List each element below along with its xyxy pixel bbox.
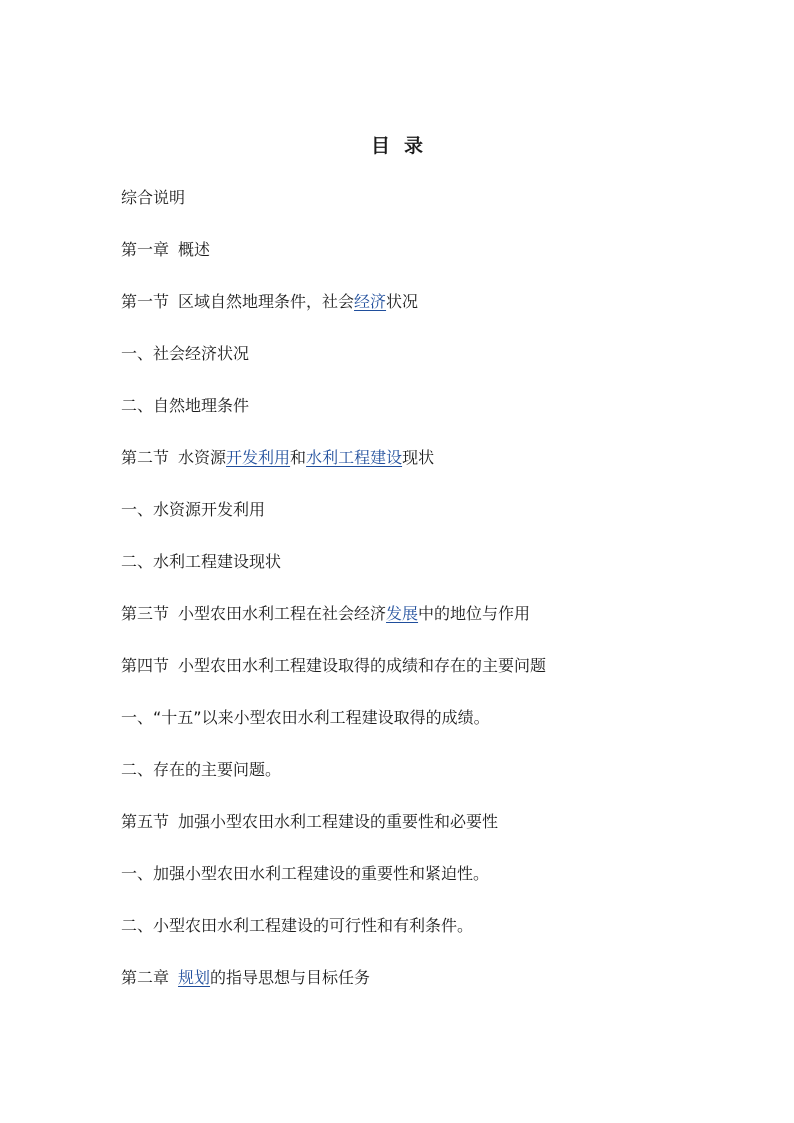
entry-text: 第四节 <box>121 656 170 675</box>
toc-entry <box>121 913 546 965</box>
entry-text: 一、社会经济状况 <box>121 344 250 363</box>
toc-entry <box>121 965 546 1017</box>
hyperlink[interactable]: 开发利用 <box>226 448 291 467</box>
hyperlink[interactable]: 水利工程建设 <box>306 448 403 467</box>
toc-entry <box>121 185 546 237</box>
entry-text: 区域自然地理条件，社会 <box>178 292 355 311</box>
entry-text: 第三节 <box>121 604 170 623</box>
toc-entry <box>121 341 546 393</box>
entry-text: 和 <box>290 448 307 467</box>
toc-entry <box>121 653 546 705</box>
entry-text: 第一章 <box>121 240 170 259</box>
hyperlink[interactable]: 经济 <box>354 292 387 311</box>
toc-entry <box>121 497 546 549</box>
entry-text: 第五节 <box>121 812 170 831</box>
toc-entry <box>121 289 546 341</box>
entry-text: 二、水利工程建设现状 <box>121 552 282 571</box>
entry-text: 一、加强小型农田水利工程建设的重要性和紧迫性。 <box>121 864 490 883</box>
toc-entry <box>121 237 546 289</box>
entry-text: 水资源 <box>178 448 227 467</box>
entry-text: 现状 <box>402 448 435 467</box>
entry-text: 小型农田水利工程在社会经济 <box>178 604 387 623</box>
entry-text: 状况 <box>386 292 419 311</box>
entry-text: 二、小型农田水利工程建设的可行性和有利条件。 <box>121 916 474 935</box>
toc-entry <box>121 393 546 445</box>
toc-title: 目录 <box>370 135 437 157</box>
toc-entry <box>121 445 546 497</box>
toc-entry <box>121 809 546 861</box>
entry-text: 二、存在的主要问题。 <box>121 760 282 779</box>
entry-text: 综合说明 <box>121 188 186 207</box>
entry-text: 一、水资源开发利用 <box>121 500 266 519</box>
hyperlink[interactable]: 规划 <box>178 968 211 987</box>
entry-text: 的指导思想与目标任务 <box>210 968 371 987</box>
entry-text: 第二节 <box>121 448 170 467</box>
entry-text: 一、“十五”以来小型农田水利工程建设取得的成绩。 <box>121 708 490 727</box>
entry-text: 中的地位与作用 <box>418 604 531 623</box>
toc-entry <box>121 549 546 601</box>
toc-entry <box>121 757 546 809</box>
toc-entry <box>121 861 546 913</box>
entry-text: 二、自然地理条件 <box>121 396 250 415</box>
hyperlink[interactable]: 发展 <box>386 604 419 623</box>
entry-text: 第一节 <box>121 292 170 311</box>
entry-text: 概述 <box>178 240 211 259</box>
entry-text: 第二章 <box>121 968 170 987</box>
entry-text: 加强小型农田水利工程建设的重要性和必要性 <box>178 812 499 831</box>
toc-entry <box>121 601 546 653</box>
toc-list <box>121 185 546 1017</box>
toc-entry <box>121 705 546 757</box>
entry-text: 小型农田水利工程建设取得的成绩和存在的主要问题 <box>178 656 547 675</box>
